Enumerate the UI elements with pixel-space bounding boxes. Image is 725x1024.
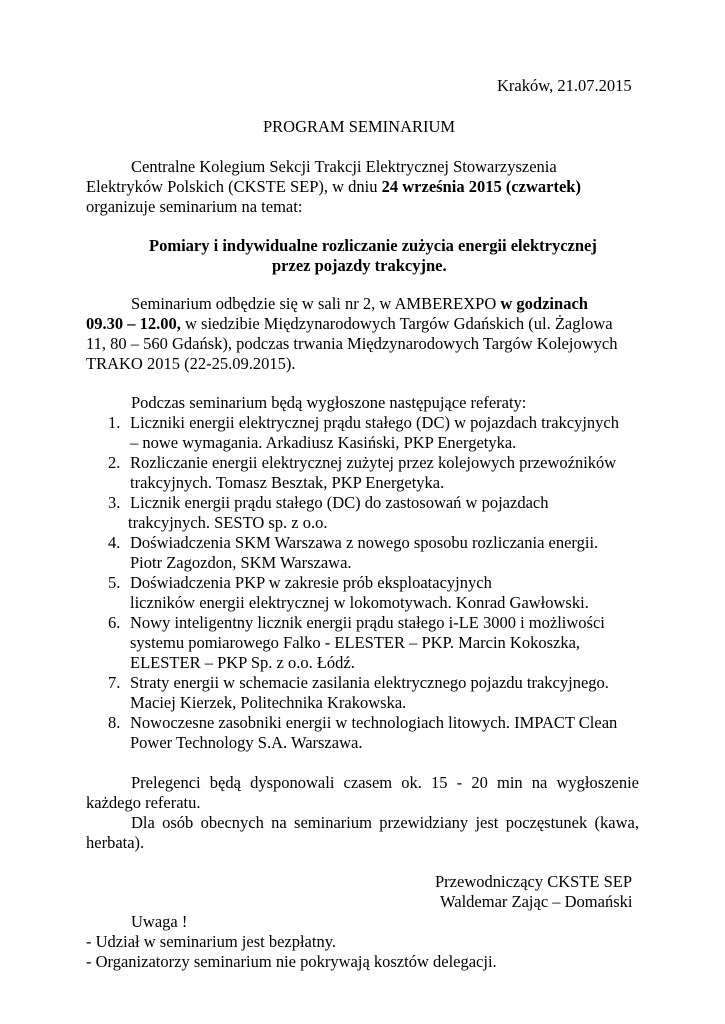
document-title: PROGRAM SEMINARIUM — [263, 117, 456, 136]
venue-text: Seminarium odbędzie się w sali nr 2, w AMBEREXPO — [131, 294, 501, 313]
item-number: 7. — [108, 673, 121, 692]
signature-role: Przewodniczący CKSTE SEP — [435, 872, 633, 891]
item-number: 4. — [108, 533, 121, 552]
venue-place: w siedzibie Międzynarodowych Targów Gdańskich (ul. Żaglowa — [180, 314, 613, 333]
list-item-cont: – nowe wymagania. Arkadiusz Kasiński, PKP Energetyka. — [130, 433, 517, 452]
item-number: 2. — [108, 453, 121, 472]
intro-line-3: organizuje seminarium na temat: — [86, 197, 303, 216]
list-item-cont: systemu pomiarowego Falko - ELESTER – PKP. Marcin Kokoszka, — [130, 633, 581, 652]
list-item-cont: ELESTER – PKP Sp. z o.o. Łódź. — [130, 653, 355, 672]
topic-line-1: Pomiary i indywidualne rozliczanie zużycia energii elektrycznej — [149, 236, 597, 255]
item-text: Nowy inteligentny licznik energii prądu stałego i-LE 3000 i możliwości — [130, 613, 605, 632]
item-number: 6. — [108, 613, 121, 632]
intro-text: Elektryków Polskich (CKSTE SEP), w dniu — [86, 177, 382, 196]
venue-line-2 — [86, 314, 613, 334]
list-item-cont: Piotr Zagozdon, SKM Warszawa. — [130, 553, 352, 572]
item-number: 8. — [108, 713, 121, 732]
item-text: Doświadczenia SKM Warszawa z nowego sposobu rozliczania energii. — [130, 533, 599, 552]
item-text: Doświadczenia PKP w zakresie prób eksploatacyjnych — [130, 573, 492, 592]
list-item — [108, 453, 616, 473]
signature-name: Waldemar Zając – Domański — [440, 892, 633, 911]
venue-hours: 09.30 – 12.00, — [86, 314, 181, 333]
venue-hours-label: w godzinach — [500, 294, 588, 313]
remark-item: - Organizatorzy seminarium nie pokrywają kosztów delegacji. — [86, 952, 497, 971]
venue-line-1 — [131, 294, 588, 314]
item-text: Rozliczanie energii elektrycznej zużytej przez kolejowych przewoźników — [130, 453, 617, 472]
list-item — [108, 413, 619, 433]
item-text: Liczniki energii elektrycznej prądu stałego (DC) w pojazdach trakcyjnych — [130, 413, 619, 432]
refreshment-note-line-1: Dla osób obecnych na seminarium przewidziany jest poczęstunek (kawa, — [131, 813, 639, 832]
list-item-cont: Power Technology S.A. Warszawa. — [130, 733, 363, 752]
item-text: Licznik energii prądu stałego (DC) do zastosowań w pojazdach — [130, 493, 549, 512]
item-number: 5. — [108, 573, 121, 592]
item-text: Straty energii w schemacie zasilania elektrycznego pojazdu trakcyjnego. — [130, 673, 609, 692]
list-item — [108, 533, 598, 553]
list-item — [108, 713, 617, 733]
speakers-note-line-1: Prelegenci będą dysponowali czasem ok. 15 - 20 min na wygłoszenie — [131, 773, 639, 792]
item-number: 3. — [108, 493, 121, 512]
seminar-date: 24 września 2015 (czwartek) — [381, 177, 581, 196]
refreshment-note-line-2: herbata). — [86, 833, 145, 852]
item-text: Nowoczesne zasobniki energii w technologiach litowych. IMPACT Clean — [130, 713, 618, 732]
list-item — [108, 573, 492, 593]
papers-intro: Podczas seminarium będą wygłoszone następujące referaty: — [131, 393, 527, 412]
place-date: Kraków, 21.07.2015 — [497, 76, 632, 95]
speakers-note-line-2: każdego referatu. — [86, 793, 201, 812]
venue-line-3: 11, 80 – 560 Gdańsk), podczas trwania Międzynarodowych Targów Kolejowych — [86, 334, 618, 353]
remarks-title: Uwaga ! — [131, 912, 188, 931]
topic-line-2: przez pojazdy trakcyjne. — [272, 256, 447, 275]
intro-line-2 — [86, 177, 581, 197]
list-item-cont: trakcyjnych. Tomasz Besztak, PKP Energetyka. — [130, 473, 445, 492]
list-item-cont: trakcyjnych. SESTO sp. z o.o. — [128, 513, 328, 532]
venue-line-4: TRAKO 2015 (22-25.09.2015). — [86, 354, 296, 373]
list-item-cont: Maciej Kierzek, Politechnika Krakowska. — [130, 693, 407, 712]
list-item-cont: liczników energii elektrycznej w lokomotywach. Konrad Gawłowski. — [130, 593, 589, 612]
list-item — [108, 493, 548, 513]
intro-line-1: Centralne Kolegium Sekcji Trakcji Elektrycznej Stowarzyszenia — [131, 157, 557, 176]
item-number: 1. — [108, 413, 121, 432]
list-item — [108, 673, 609, 693]
list-item — [108, 613, 605, 633]
remark-item: - Udział w seminarium jest bezpłatny. — [86, 932, 337, 951]
